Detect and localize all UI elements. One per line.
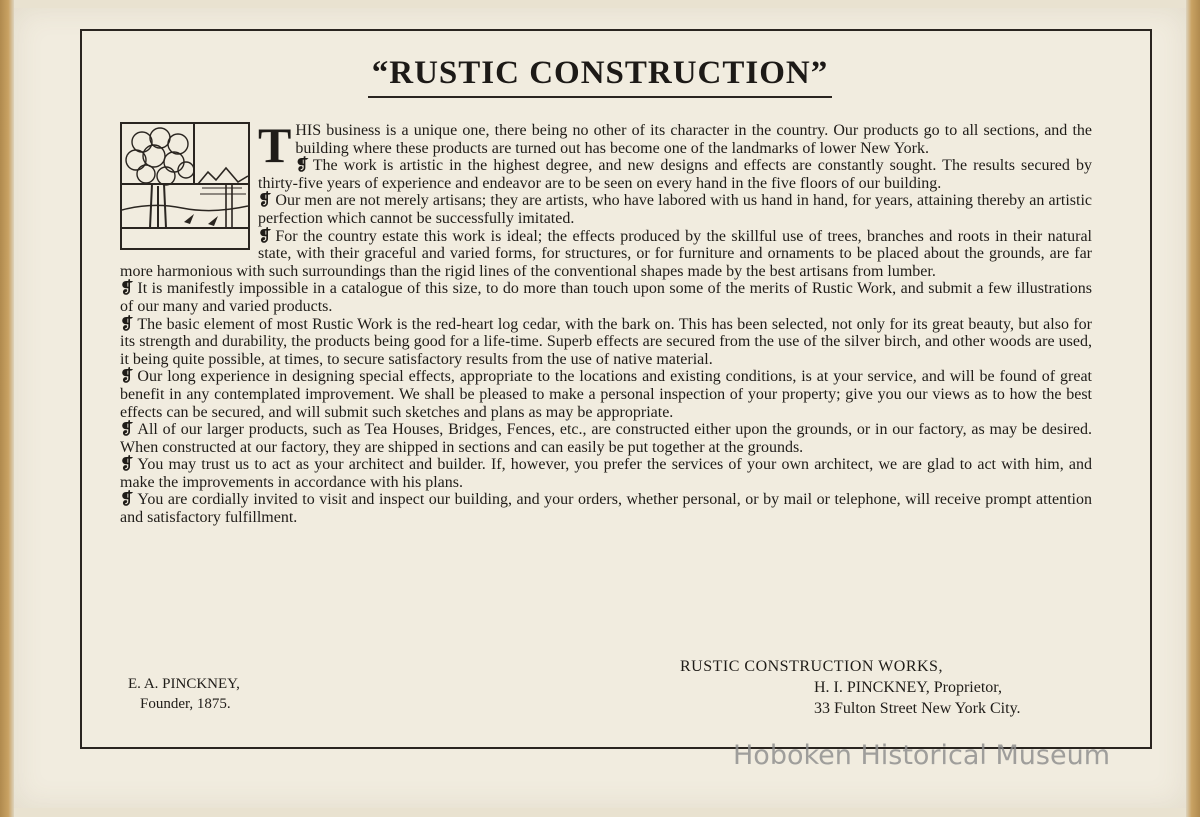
paragraph-6: ❡ The basic element of most Rustic Work is the red-heart log cedar, with the bark on. This has been selected, not only for its great beauty, but also for its strength and durability, the products being good for a life-time. Superb effects are secured from the use of the silver birch, and other woods are used, it being quite possible, at times, to secure satisfactory results from the use of native material.	[120, 315, 1092, 368]
pilcrow-icon: ❡	[120, 421, 134, 439]
page-title-text: “RUSTIC CONSTRUCTION”	[368, 55, 833, 98]
pilcrow-icon: ❡	[120, 368, 134, 386]
paragraph-2: ❡ The work is artistic in the highest degree, and new designs and effects are constantly sought. The results secured by thirty-five years of experience and endeavor are to be seen on every hand in the five floors of our building.	[258, 157, 1092, 192]
company-name: RUSTIC CONSTRUCTION WORKS,	[680, 658, 943, 675]
paragraph-10: ❡ You are cordially invited to visit and inspect our building, and your orders, whether personal, or by mail or telephone, will receive prompt attention and satisfactory fulfillment.	[120, 491, 1092, 527]
drop-cap-letter: T	[258, 117, 292, 173]
paragraph-8: ❡ All of our larger products, such as Tea Houses, Bridges, Fences, etc., are constructed either upon the grounds, or in our factory, as may be desired. When constructed at our factory, they are shipped in sections and can easily be put together at the grounds.	[120, 421, 1092, 456]
founder-signature	[128, 674, 240, 714]
paragraph-5: ❡ It is manifestly impossible in a catalogue of this size, to do more than touch upon some of the merits of Rustic Work, and submit a few illustrations of our many and varied products.	[120, 280, 1092, 315]
left-binding-edge	[0, 0, 14, 817]
pilcrow-icon: ❡	[258, 227, 272, 245]
museum-watermark: Hoboken Historical Museum	[733, 740, 1111, 771]
paragraph-9: ❡ You may trust us to act as your architect and builder. If, however, you prefer the services of your own architect, we are glad to act with him, and make the improvements in accordance with his plans.	[120, 456, 1092, 491]
pilcrow-icon: ❡	[120, 456, 134, 474]
pilcrow-icon: ❡	[295, 157, 309, 175]
company-signature	[680, 656, 1100, 719]
paragraph-1: HIS business is a unique one, there being no other of its character in the country. Our products go to all sections, and the building where these products are turned out has become one of the landmarks of lower New York.	[295, 122, 1092, 157]
company-proprietor: H. I. PINCKNEY, Proprietor,	[814, 679, 1002, 696]
pilcrow-icon: ❡	[120, 491, 134, 509]
paragraph-4: ❡ For the country estate this work is ideal; the effects produced by the skillful use of trees, branches and roots in their natural state, with their graceful and varied forms, for structures, or for furniture and ornaments to be placed about the grounds, are far more harmonious with such surroundings than the rigid lines of the conventional shapes made by the best artisans from lumber.	[120, 227, 1092, 280]
pilcrow-icon: ❡	[120, 280, 134, 298]
pilcrow-icon: ❡	[258, 192, 272, 210]
founder-year: Founder, 1875.	[140, 696, 231, 712]
right-binding-edge	[1186, 0, 1200, 817]
paragraph-7: ❡ Our long experience in designing special effects, appropriate to the locations and existing conditions, is at your service, and will be found of great benefit in any contemplated improvement. We shall be pleased to make a personal inspection of your property; give you our views as to how the best effects can be secured, and will submit such sketches and plans as may be appropriate.	[120, 368, 1092, 421]
pilcrow-icon: ❡	[120, 315, 134, 333]
founder-name: E. A. PINCKNEY,	[128, 676, 240, 692]
paragraph-3: ❡ Our men are not merely artisans; they are artists, who have labored with us hand in hand, for years, attaining thereby an artistic perfection which cannot be successfully imitated.	[258, 192, 1092, 227]
landscape-illustration-icon	[120, 122, 250, 250]
page-title	[0, 55, 1200, 98]
company-address: 33 Fulton Street New York City.	[814, 700, 1021, 717]
body-text	[120, 117, 1092, 527]
